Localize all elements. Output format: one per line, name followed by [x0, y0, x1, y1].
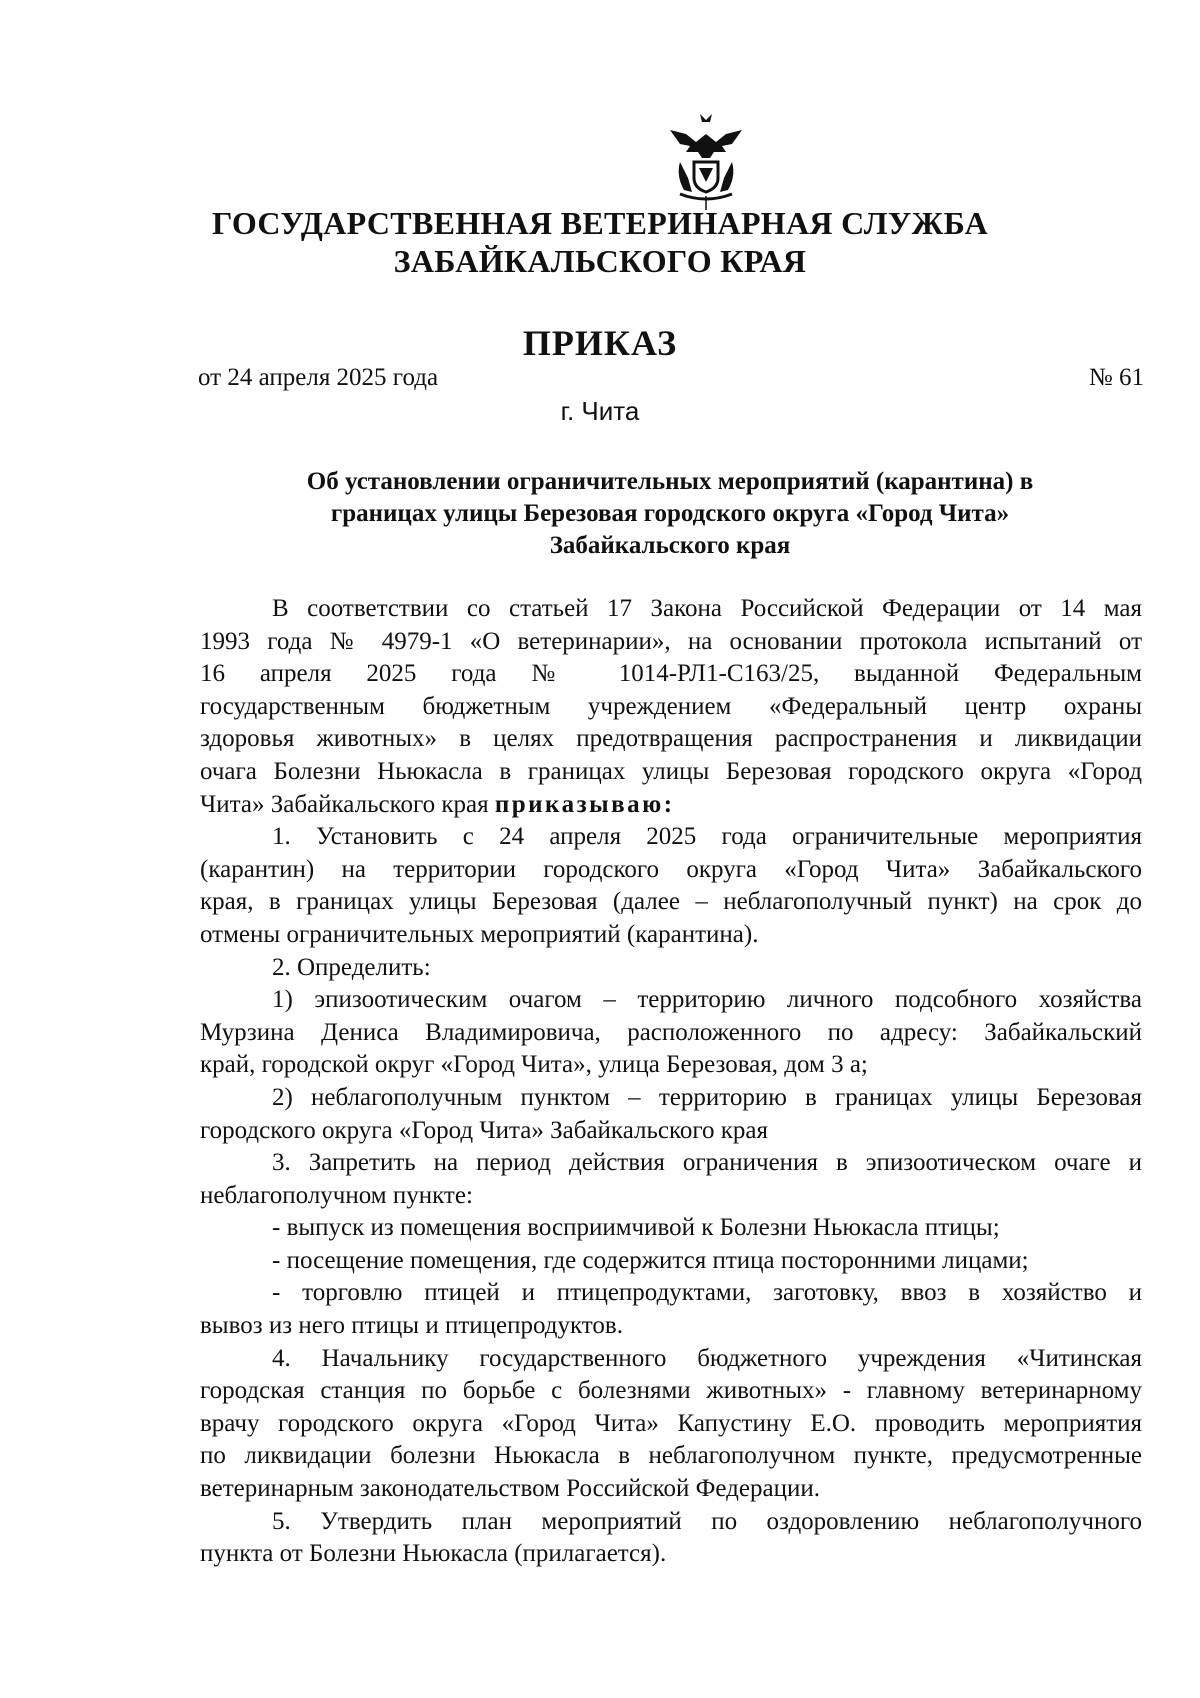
body-line: отмены ограничительных мероприятий (карантина).: [200, 920, 759, 948]
body-line: 2) неблагополучным пунктом – территорию в границах улицы Березовая: [272, 1083, 1142, 1111]
body-line: государственным бюджетным учреждением «Федеральный центр охраны: [200, 692, 1142, 720]
subject-line: Забайкальского края: [549, 532, 791, 559]
body-line: 1) эпизоотическим очагом – территорию личного подсобного хозяйства: [272, 986, 1142, 1014]
order-word: приказываю:: [494, 790, 675, 818]
body-line: городского округа «Город Чита» Забайкальского края: [200, 1116, 768, 1144]
body-line: - выпуск из помещения восприимчивой к Болезни Ньюкасла птицы;: [272, 1214, 1000, 1242]
body-line: 1. Установить с 24 апреля 2025 года ограничительные мероприятия: [272, 823, 1142, 851]
order-number: № 61: [1088, 364, 1144, 391]
body-line: врачу городского округа «Город Чита» Капустину Е.О. проводить мероприятия: [200, 1409, 1142, 1437]
issue-city: г. Чита: [560, 396, 640, 426]
body-line: пункта от Болезни Ньюкасла (прилагается).: [200, 1540, 667, 1568]
body-line: ветеринарным законодательством Российской Федерации.: [200, 1475, 820, 1503]
body-line: (карантин) на территории городского округа «Город Чита» Забайкальского: [200, 855, 1142, 883]
body-line: 16 апреля 2025 года № 1014-РЛ1-С163/25, выданной Федеральным: [200, 660, 1142, 688]
subject-line: границах улицы Березовая городского округа «Город Чита»: [330, 500, 1010, 527]
body-line: край, городской округ «Город Чита», улица Березовая, дом 3 а;: [200, 1051, 868, 1079]
order-date: от 24 апреля 2025 года: [198, 364, 439, 391]
body-line: [200, 789, 1142, 822]
order-subject: [200, 466, 1140, 562]
body-line: В соответствии со статьей 17 Закона Российской Федерации от 14 мая: [272, 595, 1142, 622]
agency-name-line2: ЗАБАЙКАЛЬСКОГО КРАЯ: [393, 243, 807, 279]
body-line: Мурзина Дениса Владимировича, расположенного по адресу: Забайкальский: [200, 1018, 1142, 1046]
body-line: - посещение помещения, где содержится птица посторонними лицами;: [272, 1246, 1029, 1274]
document-type: ПРИКАЗ: [522, 323, 678, 363]
agency-name-line1: ГОСУДАРСТВЕННАЯ ВЕТЕРИНАРНАЯ СЛУЖБА: [211, 205, 989, 241]
body-line: по ликвидации болезни Ньюкасла в неблагополучном пункте, предусмотренные: [200, 1442, 1142, 1470]
body-line: неблагополучном пункте:: [200, 1181, 473, 1209]
body-line: 1993 года № 4979-1 «О ветеринарии», на основании протокола испытаний от: [200, 627, 1142, 655]
body-line-text: Чита» Забайкальского края: [200, 790, 489, 818]
body-line: - торговлю птицей и птицепродуктами, заготовку, ввоз в хозяйство и: [272, 1279, 1142, 1307]
body-line: 2. Определить:: [272, 953, 431, 981]
body-line: 5. Утвердить план мероприятий по оздоровлению неблагополучного: [272, 1507, 1142, 1535]
body-line: 4. Начальнику государственного бюджетного учреждения «Читинская: [272, 1344, 1142, 1372]
body-line: городская станция по борьбе с болезнями животных» - главному ветеринарному: [200, 1377, 1142, 1405]
coat-of-arms-icon: [666, 112, 746, 212]
body-line: очага Болезни Ньюкасла в границах улицы Березовая городского округа «Город: [200, 757, 1142, 785]
body-line: вывоз из него птицы и птицепродуктов.: [200, 1312, 623, 1340]
body-line: 3. Запретить на период действия ограничения в эпизоотическом очаге и: [272, 1149, 1142, 1177]
body-line: здоровья животных» в целях предотвращения распространения и ликвидации: [200, 725, 1142, 753]
body-line: края, в границах улицы Березовая (далее – неблагополучный пункт) на срок до: [200, 888, 1142, 916]
subject-line: Об установлении ограничительных мероприятий (карантина) в: [306, 468, 1034, 495]
order-body: [200, 593, 1142, 1571]
